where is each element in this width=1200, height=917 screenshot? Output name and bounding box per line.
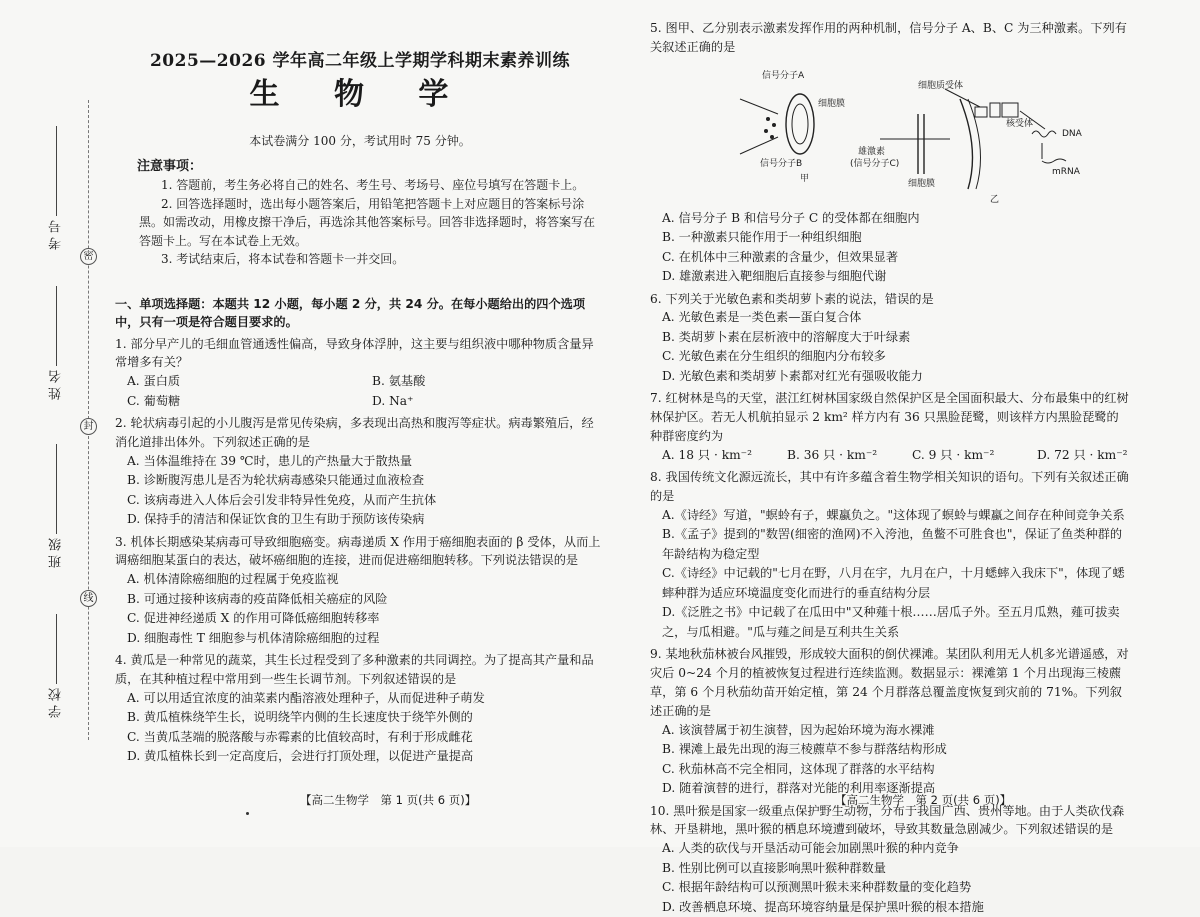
question-stem: 1. 部分早产儿的毛细血管通透性偏高，导致身体浮肿，这主要与组织液中哪种物质含量异常增多有关？ bbox=[115, 336, 594, 370]
label-signal-b: 信号分子B bbox=[760, 158, 803, 169]
option-c: C. 在机体中三种激素的含量少，但效果显著 bbox=[662, 249, 899, 264]
option-d: D.《泛胜之书》中记载了在瓜田中"又种薤十根……居瓜子外。至五月瓜熟，薤可拔卖之，与瓜相避。"瓜与薤之间是互利共生关系 bbox=[662, 605, 1120, 639]
option-a: A. 可以用适宜浓度的油菜素内酯溶液处理种子，从而促进种子萌发 bbox=[127, 690, 485, 705]
field-exam-number[interactable] bbox=[40, 122, 72, 250]
dna-strand bbox=[1032, 131, 1056, 137]
question-list-left bbox=[115, 335, 605, 767]
option-a: A. 光敏色素是一类色素—蛋白复合体 bbox=[662, 310, 862, 325]
exam-title: 2025—2026 学年高二年级上学期学科期末素养训练 bbox=[149, 51, 571, 71]
field-school[interactable] bbox=[40, 610, 72, 718]
binding-margin bbox=[0, 0, 110, 847]
option-d: D. 保持手的清洁和保证饮食的卫生有助于预防该传染病 bbox=[127, 512, 425, 527]
option-d: D. 黄瓜植株长到一定高度后，会进行打顶处理，以促进产量提高 bbox=[127, 749, 474, 764]
left-column bbox=[115, 0, 605, 767]
option-d: D. 随着演替的进行，群落对光能的利用率逐渐提高 bbox=[662, 781, 936, 796]
option-a: A. 信号分子 B 和信号分子 C 的受体都在细胞内 bbox=[662, 210, 920, 225]
question-stem: 4. 黄瓜是一种常见的蔬菜，其生长过程受到了多种激素的共同调控。为了提高其产量和品质，在其种植过程中常用到一些生长调节剂。下列叙述错误的是 bbox=[115, 653, 594, 687]
label-yi: 乙 bbox=[990, 194, 1000, 205]
option-d: D. 光敏色素和类胡萝卜素都对红光有强吸收能力 bbox=[662, 368, 923, 383]
option-c: C. 当黄瓜茎端的脱落酸与赤霉素的比值较高时，有利于形成雌花 bbox=[127, 729, 473, 744]
option-d: D. Na⁺ bbox=[372, 393, 414, 408]
label-membrane-jia: 细胞膜 bbox=[818, 98, 846, 109]
option-d: D. 72 只 · km⁻² bbox=[1037, 447, 1128, 462]
label-jia: 甲 bbox=[800, 173, 810, 184]
option-c: C. 秋茄林高不完全相同，这体现了群落的水平结构 bbox=[662, 761, 935, 776]
diagram-svg bbox=[650, 59, 1130, 209]
label-cytoplasm-receptor: 细胞质受体 bbox=[918, 80, 964, 91]
footer-page-1: 【高二生物学 第 1 页(共 6 页)】 bbox=[300, 793, 477, 807]
cell-membrane-jia bbox=[786, 94, 814, 154]
option-b: B. 可通过接种该病毒的疫苗降低相关癌症的风险 bbox=[127, 591, 388, 606]
page-dot bbox=[246, 812, 249, 815]
option-d: D. 改善栖息环境、提高环境容纳量是保护黑叶猴的根本措施 bbox=[662, 899, 984, 914]
signal-a-dot bbox=[766, 117, 770, 121]
question-stem: 9. 某地秋茄林被台风摧毁，形成较大面积的倒伏裸滩。某团队利用无人机多光谱遥感，对灾后 0~24 个月的植被恢复过程进行连续监测。数据显示：裸滩第 1 个月出现海三棱藨草，第 6 个月秋茄幼苗开始定植，第 24 个月群落总覆盖度恢复到灾前的 71%。下列叙述正确的是 bbox=[650, 647, 1129, 718]
notice-item: 2. 回答选择题时，选出每小题答案后，用铅笔把答题卡上对应题目的答案标号涂黑。如需改动，用橡皮擦干净后，再选涂其他答案标号。回答非选择题时，将答案写在答题卡上。写在本试卷上无效。 bbox=[139, 196, 596, 248]
option-c: C. 9 只 · km⁻² bbox=[912, 447, 995, 462]
label-membrane-yi: 细胞膜 bbox=[908, 178, 936, 189]
option-a: A. 当体温维持在 39 ℃时，患儿的产热量大于散热量 bbox=[127, 453, 413, 468]
cell-inner-jia bbox=[792, 104, 808, 144]
question-stem: 10. 黑叶猴是国家一级重点保护野生动物，分布于我国广西、贵州等地。由于人类砍伐森林、开垦耕地，黑叶猴的栖息环境遭到破坏，导致其数量急剧减少。下列叙述错误的是 bbox=[650, 803, 1125, 837]
option-c: C. 光敏色素在分生组织的细胞内分布较多 bbox=[662, 349, 886, 364]
option-a: A. 蛋白质 bbox=[127, 374, 181, 389]
question-stem: 5. 图甲、乙分别表示激素发挥作用的两种机制，信号分子 A、B、C 为三种激素。下列有关叙述正确的是 bbox=[650, 21, 1127, 54]
option-b: B. 氨基酸 bbox=[372, 374, 426, 389]
question-stem: 3. 机体长期感染某病毒可导致细胞癌变。病毒递质 X 作用于癌细胞表面的 β 受体，从而上调癌细胞某蛋白的表达，破坏癌细胞的连接，进而促进癌细胞转移。下列说法错误的是 bbox=[115, 534, 601, 568]
notice-title: 注意事项： bbox=[137, 159, 203, 174]
field-class[interactable] bbox=[40, 440, 72, 568]
notice-item: 1. 答题前，考生务必将自己的姓名、考生号、考场号、座位号填写在答题卡上。 bbox=[161, 178, 585, 192]
right-column bbox=[650, 16, 1130, 917]
question-stem: 8. 我国传统文化源远流长，其中有许多蕴含着生物学相关知识的语句。下列有关叙述正确的是 bbox=[650, 470, 1129, 504]
field-name[interactable] bbox=[40, 282, 72, 400]
label-estrogen: 雄激素 bbox=[858, 146, 886, 157]
seal-mark-mi: 密 bbox=[80, 248, 97, 265]
option-c: C.《诗经》中记载的"七月在野，八月在宇，九月在户，十月蟋蟀入我床下"，体现了蟋蟀种群为适应环境温度变化而进行的垂直结构分层 bbox=[662, 566, 1125, 600]
hormone-mechanism-diagram bbox=[650, 59, 1130, 209]
label-dna: DNA bbox=[1062, 128, 1082, 139]
option-b: B. 36 只 · km⁻² bbox=[787, 447, 878, 462]
option-c: C. 葡萄糖 bbox=[127, 393, 181, 408]
notice-item: 3. 考试结束后，将本试卷和答题卡一并交回。 bbox=[161, 252, 405, 266]
field-label-exam-number: 考号 bbox=[48, 216, 64, 250]
option-b: B. 性别比例可以直接影响黑叶猴种群数量 bbox=[662, 860, 886, 875]
option-c: C. 根据年龄结构可以预测黑叶猴未来种群数量的变化趋势 bbox=[662, 880, 972, 895]
option-a: A. 18 只 · km⁻² bbox=[662, 447, 753, 462]
question-stem: 7. 红树林是鸟的天堂，湛江红树林国家级自然保护区是全国面积最大、分布最集中的红树林保护区。若无人机航拍显示 2 km² 样方内有 36 只黑脸琵鹭，则该样方内黑脸琵鹭的种群密度约为 bbox=[650, 391, 1129, 443]
seal-mark-xian: 线 bbox=[80, 590, 97, 607]
nuclear-envelope bbox=[960, 99, 973, 189]
option-b: B. 类胡萝卜素在层析液中的溶解度大于叶绿素 bbox=[662, 329, 911, 344]
label-mrna: mRNA bbox=[1052, 166, 1080, 177]
option-d: D. 细胞毒性 T 细胞参与机体清除癌细胞的过程 bbox=[127, 630, 380, 645]
field-label-class: 班级 bbox=[48, 534, 64, 568]
option-b: B. 一种激素只能作用于一种组织细胞 bbox=[662, 230, 862, 245]
option-grid bbox=[115, 372, 605, 411]
option-a: A. 机体清除癌细胞的过程属于免疫监视 bbox=[127, 572, 339, 587]
subject-title: 生 物 学 bbox=[249, 77, 471, 112]
option-c: C. 促进神经递质 X 的作用可降低癌细胞转移率 bbox=[127, 611, 380, 626]
option-a: A. 该演替属于初生演替，因为起始环境为海水裸滩 bbox=[662, 722, 935, 737]
footer-page-2: 【高二生物学 第 2 页(共 6 页)】 bbox=[835, 793, 1012, 807]
cytoplasm-receptor-box bbox=[975, 107, 987, 117]
label-nuclear-receptor: 核受体 bbox=[1006, 118, 1034, 129]
option-b: B.《孟子》提到的"数罟(细密的渔网)不入洿池，鱼鳖不可胜食也"，保证了鱼类种群的年龄结构为稳定型 bbox=[662, 527, 1123, 561]
signal-b-dot bbox=[764, 129, 768, 133]
section-heading: 一、单项选择题：本题共 12 小题，每小题 2 分，共 24 分。在每小题给出的四个选项中，只有一项是符合题目要求的。 bbox=[115, 296, 586, 329]
exam-info: 本试卷满分 100 分，考试用时 75 分钟。 bbox=[249, 134, 471, 148]
field-label-school: 学校 bbox=[48, 684, 64, 718]
field-label-name: 姓名 bbox=[48, 366, 64, 400]
option-c: C. 该病毒进入人体后会引发非特异性免疫，从而产生抗体 bbox=[127, 492, 437, 507]
option-grid bbox=[650, 446, 1130, 466]
option-a: A.《诗经》写道，"螟蛉有子，蜾蠃负之。"这体现了螟蛉与蜾蠃之间存在种间竞争关系 bbox=[662, 507, 1125, 522]
question-list-right bbox=[650, 290, 1130, 917]
option-b: B. 裸滩上最先出现的海三棱藨草不参与群落结构形成 bbox=[662, 742, 947, 757]
option-d: D. 雄激素进入靶细胞后直接参与细胞代谢 bbox=[662, 269, 887, 284]
question-stem: 2. 轮状病毒引起的小儿腹泻是常见传染病，多表现出高热和腹泻等症状。病毒繁殖后，经消化道排出体外。下列叙述正确的是 bbox=[115, 416, 594, 449]
option-b: B. 诊断腹泻患儿是否为轮状病毒感染只能通过血液检查 bbox=[127, 473, 425, 488]
question-stem: 6. 下列关于光敏色素和类胡萝卜素的说法，错误的是 bbox=[650, 291, 934, 306]
mrna-strand bbox=[1042, 159, 1066, 163]
label-signal-a: 信号分子A bbox=[762, 70, 805, 81]
option-b: B. 黄瓜植株绕竿生长，说明绕竿内侧的生长速度快于绕竿外侧的 bbox=[127, 710, 473, 725]
seal-mark-feng: 封 bbox=[80, 418, 97, 435]
label-signal-c: (信号分子C) bbox=[850, 158, 900, 169]
option-a: A. 人类的砍伐与开垦活动可能会加剧黑叶猴的种内竞争 bbox=[662, 841, 959, 856]
